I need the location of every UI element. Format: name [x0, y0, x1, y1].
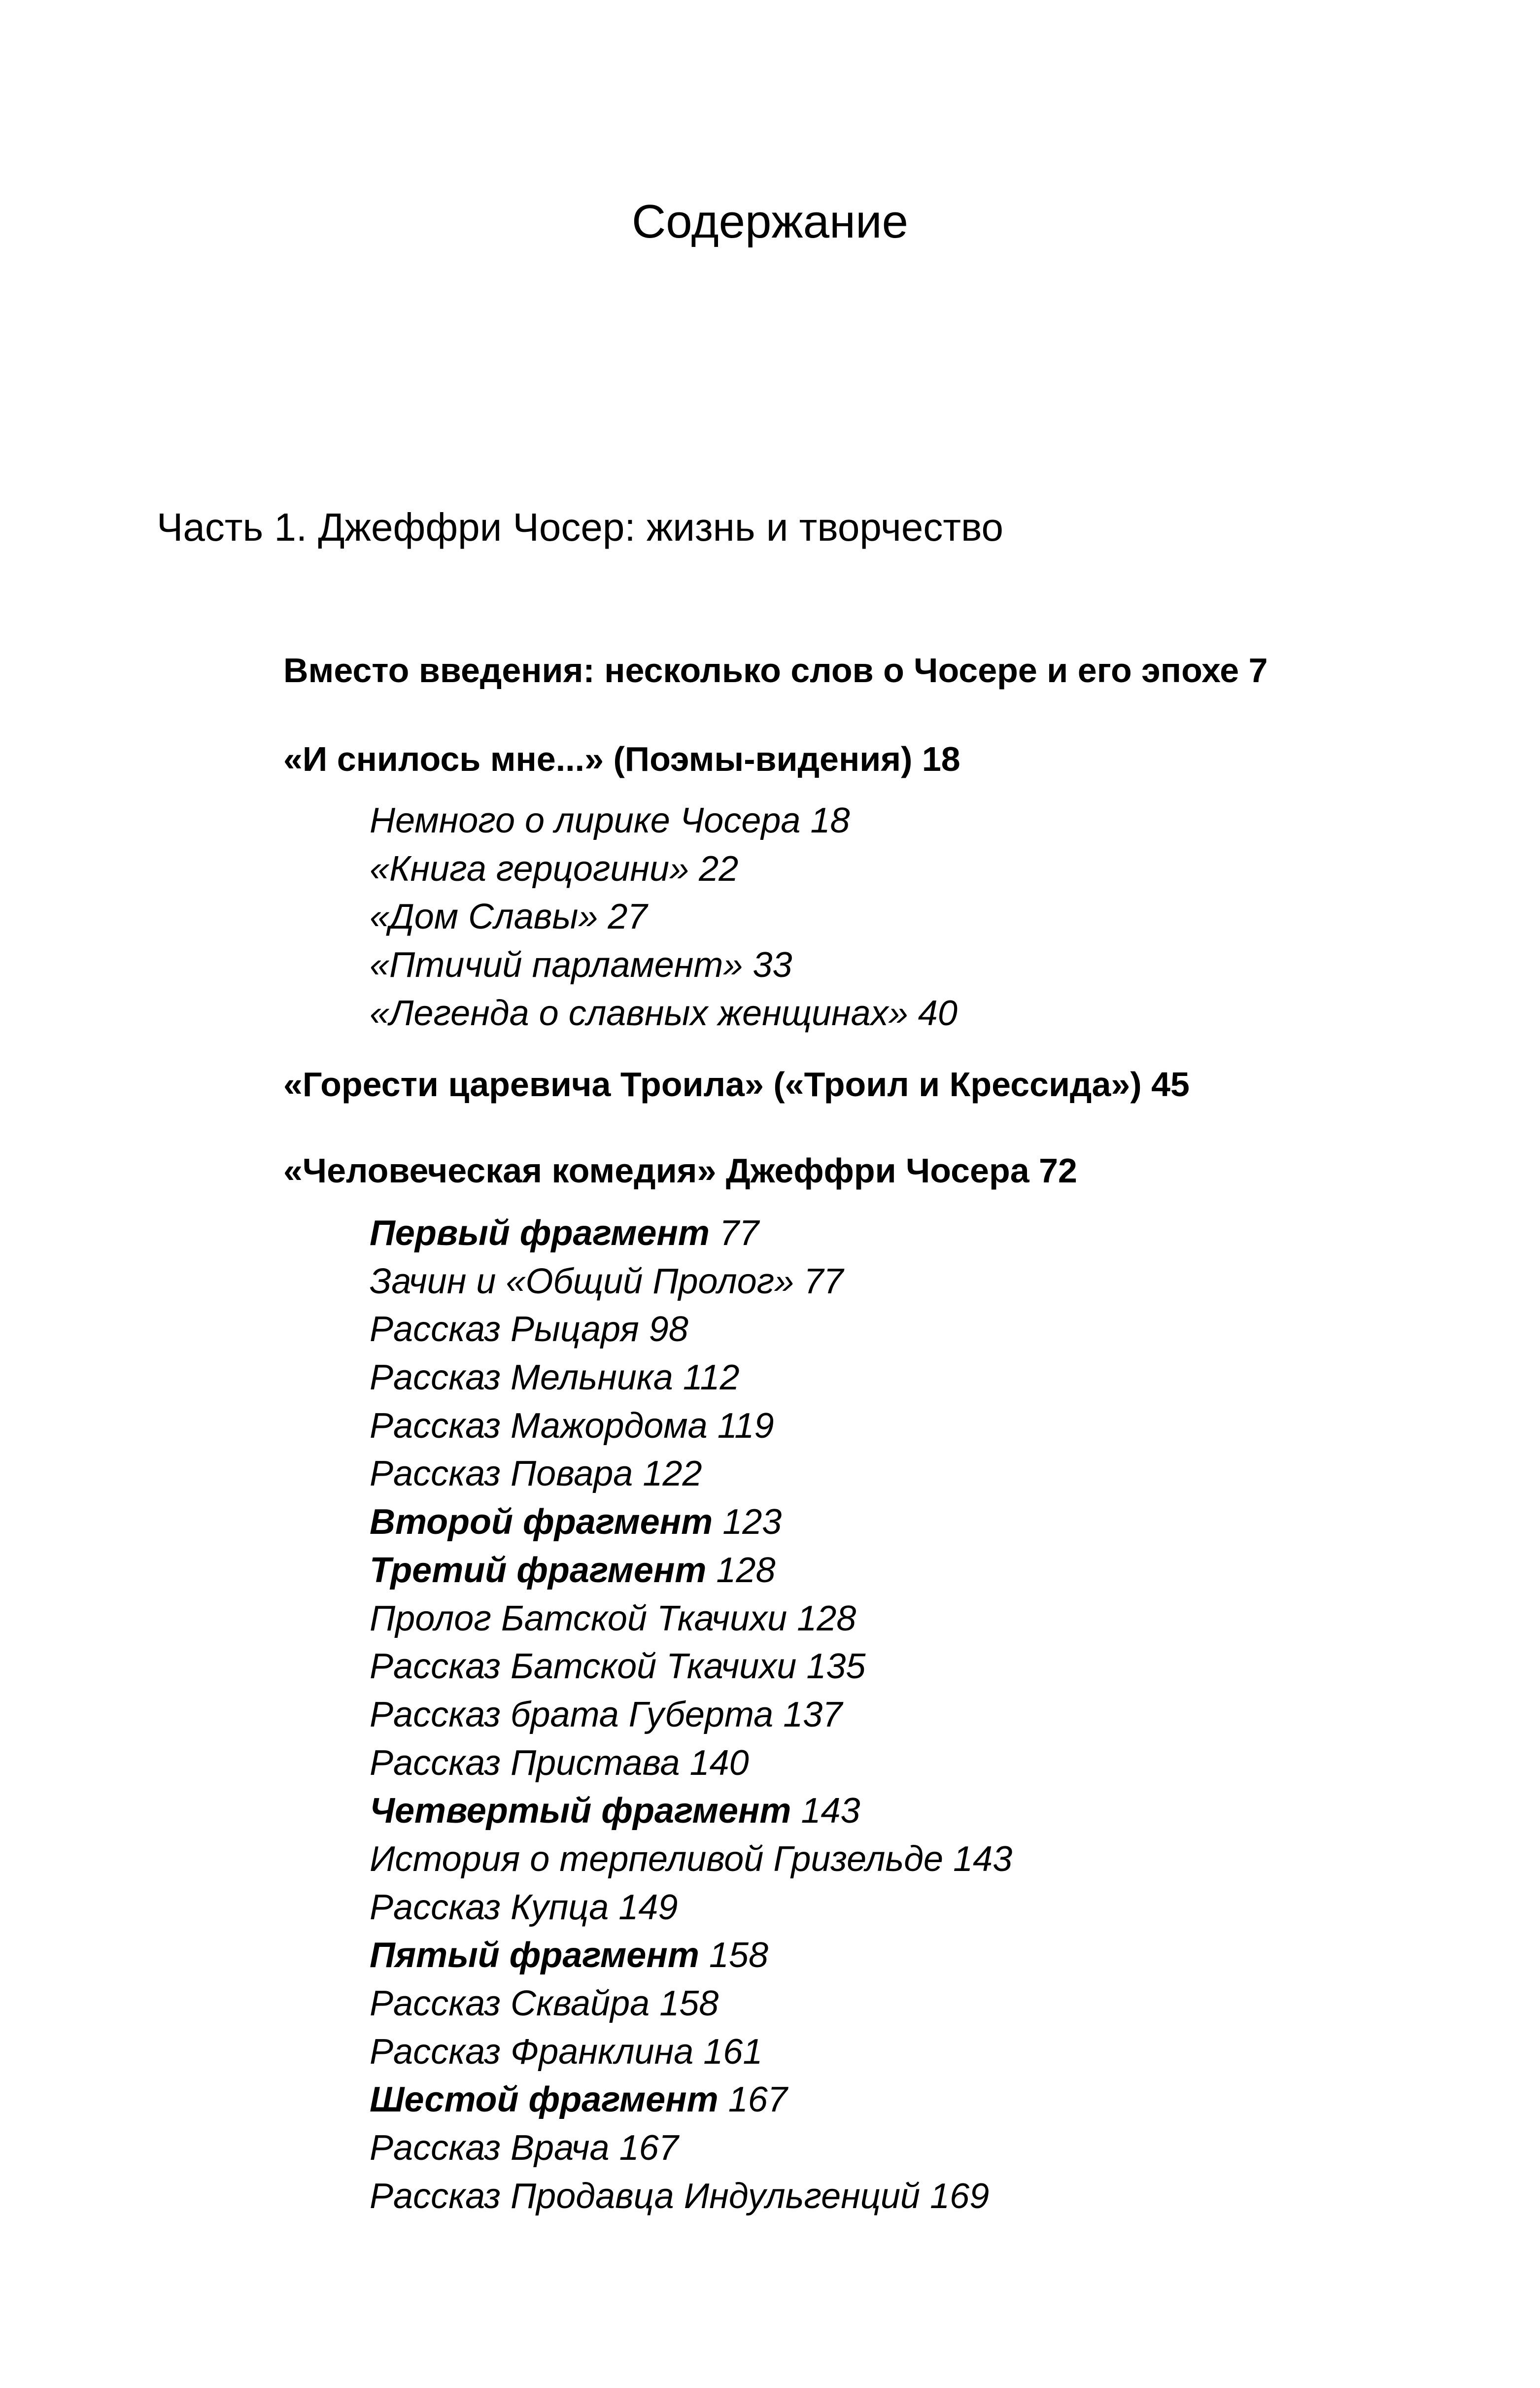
toc-entry-page: 123	[722, 1502, 782, 1542]
toc-entry[interactable]	[370, 2124, 1012, 2173]
toc-entry-page: 27	[608, 897, 648, 937]
toc-entry[interactable]	[370, 1884, 1012, 1932]
toc-entry-title: Пролог Батской Ткачихи	[370, 1598, 787, 1638]
toc-entry-title: Пятый фрагмент	[370, 1936, 699, 1975]
page-title: Содержание	[631, 195, 909, 248]
toc-section-troilus[interactable]	[283, 1060, 1190, 1109]
toc-entry[interactable]	[370, 1739, 1012, 1788]
toc-entry[interactable]	[370, 1691, 1012, 1739]
toc-entry-title: Рассказ Мажордома	[370, 1406, 708, 1446]
toc-entry-page: 33	[753, 945, 792, 985]
toc-entry-page: 18	[810, 801, 850, 840]
toc-entry-title: Третий фрагмент	[370, 1550, 707, 1590]
toc-entry[interactable]	[370, 2173, 1012, 2221]
toc-entry[interactable]	[370, 845, 958, 894]
toc-entry[interactable]	[370, 1306, 1012, 1354]
toc-entry-title: Зачин и «Общий Пролог»	[370, 1261, 794, 1301]
toc-entry-page: 158	[659, 1984, 719, 2023]
toc-entry-title: Рассказ Франклина	[370, 2032, 694, 2072]
toc-entry-page: 119	[717, 1406, 774, 1446]
toc-section-title: «Горести царевича Троила» («Троил и Крессида»)	[283, 1065, 1142, 1104]
toc-section-page: 18	[922, 740, 960, 778]
toc-entry-page: 143	[801, 1791, 860, 1831]
toc-section-title: Вместо введения: несколько слов о Чосере и его эпохе	[283, 651, 1239, 690]
toc-fragment-entry[interactable]	[370, 1498, 1012, 1547]
toc-entry-title: «Птичий парламент»	[370, 945, 743, 985]
toc-entry-title: Второй фрагмент	[370, 1502, 713, 1542]
toc-fragment-entry[interactable]	[370, 1210, 1012, 1258]
toc-entry-title: Рассказ Врача	[370, 2128, 610, 2168]
toc-fragment-entry[interactable]	[370, 2076, 1012, 2124]
toc-entry[interactable]	[370, 797, 958, 845]
toc-entry-title: История о терпеливой Гризельде	[370, 1839, 944, 1879]
toc-entry-page: 158	[709, 1936, 769, 1975]
toc-section-page: 7	[1248, 651, 1268, 690]
toc-entry-title: Рассказ Продавца Индульгенций	[370, 2176, 921, 2216]
toc-entry[interactable]	[370, 2028, 1012, 2077]
toc-entry-page: 140	[689, 1743, 749, 1783]
toc-entry-page: 167	[728, 2080, 787, 2120]
toc-entry-title: «Дом Славы»	[370, 897, 598, 937]
toc-entry-title: «Легенда о славных женщинах»	[370, 993, 908, 1033]
toc-section-title: «И снилось мне...» (Поэмы-видения)	[283, 740, 913, 778]
toc-entry-page: 40	[918, 993, 958, 1033]
toc-entry[interactable]	[370, 1258, 1012, 1306]
toc-entry-title: Рассказ Рыцаря	[370, 1310, 639, 1350]
toc-section-page: 72	[1039, 1151, 1077, 1190]
toc-entry[interactable]	[370, 941, 958, 990]
toc-section-title: «Человеческая комедия» Джеффри Чосера	[283, 1151, 1029, 1190]
part-heading: Часть 1. Джеффри Чосер: жизнь и творчество	[157, 505, 1004, 549]
toc-entry-page: 149	[618, 1887, 678, 1927]
toc-entry[interactable]	[370, 1980, 1012, 2028]
toc-entry[interactable]	[370, 1643, 1012, 1691]
toc-entry-title: Рассказ брата Губерта	[370, 1695, 774, 1734]
toc-subsection-list-dream-poems	[370, 797, 958, 1038]
toc-entry-page: 77	[804, 1261, 844, 1301]
toc-fragment-entry[interactable]	[370, 1547, 1012, 1595]
toc-section-dream-poems[interactable]	[283, 734, 960, 784]
toc-entry-title: Рассказ Батской Ткачихи	[370, 1647, 797, 1687]
toc-entry-title: Рассказ Купца	[370, 1887, 609, 1927]
toc-entry[interactable]	[370, 990, 958, 1038]
toc-section-page: 45	[1151, 1065, 1190, 1104]
toc-subsection-list-canterbury-tales	[370, 1210, 1012, 2220]
toc-entry-title: Шестой фрагмент	[370, 2080, 719, 2120]
toc-entry-title: Рассказ Пристава	[370, 1743, 680, 1783]
toc-entry-title: Немного о лирике Чосера	[370, 801, 801, 840]
toc-entry-title: «Книга герцогини»	[370, 849, 689, 889]
toc-fragment-entry[interactable]	[370, 1787, 1012, 1835]
toc-entry-title: Рассказ Мельника	[370, 1358, 673, 1398]
toc-entry-page: 169	[930, 2176, 990, 2216]
toc-entry-title: Рассказ Сквайра	[370, 1984, 650, 2023]
toc-entry[interactable]	[370, 893, 958, 941]
toc-entry-page: 161	[703, 2032, 763, 2072]
toc-fragment-entry[interactable]	[370, 1932, 1012, 1980]
toc-entry[interactable]	[370, 1402, 1012, 1451]
toc-entry-page: 122	[643, 1454, 702, 1494]
toc-entry-title: Первый фрагмент	[370, 1213, 710, 1253]
toc-entry[interactable]	[370, 1595, 1012, 1643]
toc-entry-page: 167	[619, 2128, 679, 2168]
toc-entry-page: 98	[649, 1310, 688, 1350]
toc-entry[interactable]	[370, 1835, 1012, 1884]
toc-entry-page: 22	[699, 849, 739, 889]
toc-entry-title: Четвертый фрагмент	[370, 1791, 791, 1831]
toc-section-introduction[interactable]	[283, 646, 1268, 695]
toc-entry-page: 112	[683, 1358, 740, 1398]
toc-entry-page: 137	[783, 1695, 843, 1734]
toc-entry[interactable]	[370, 1354, 1012, 1402]
toc-entry[interactable]	[370, 1450, 1012, 1498]
toc-entry-page: 143	[953, 1839, 1013, 1879]
toc-entry-page: 77	[719, 1213, 759, 1253]
toc-section-canterbury-tales[interactable]	[283, 1146, 1077, 1195]
toc-entry-page: 135	[806, 1647, 866, 1687]
toc-entry-title: Рассказ Повара	[370, 1454, 633, 1494]
toc-entry-page: 128	[797, 1598, 856, 1638]
toc-entry-page: 128	[716, 1550, 776, 1590]
